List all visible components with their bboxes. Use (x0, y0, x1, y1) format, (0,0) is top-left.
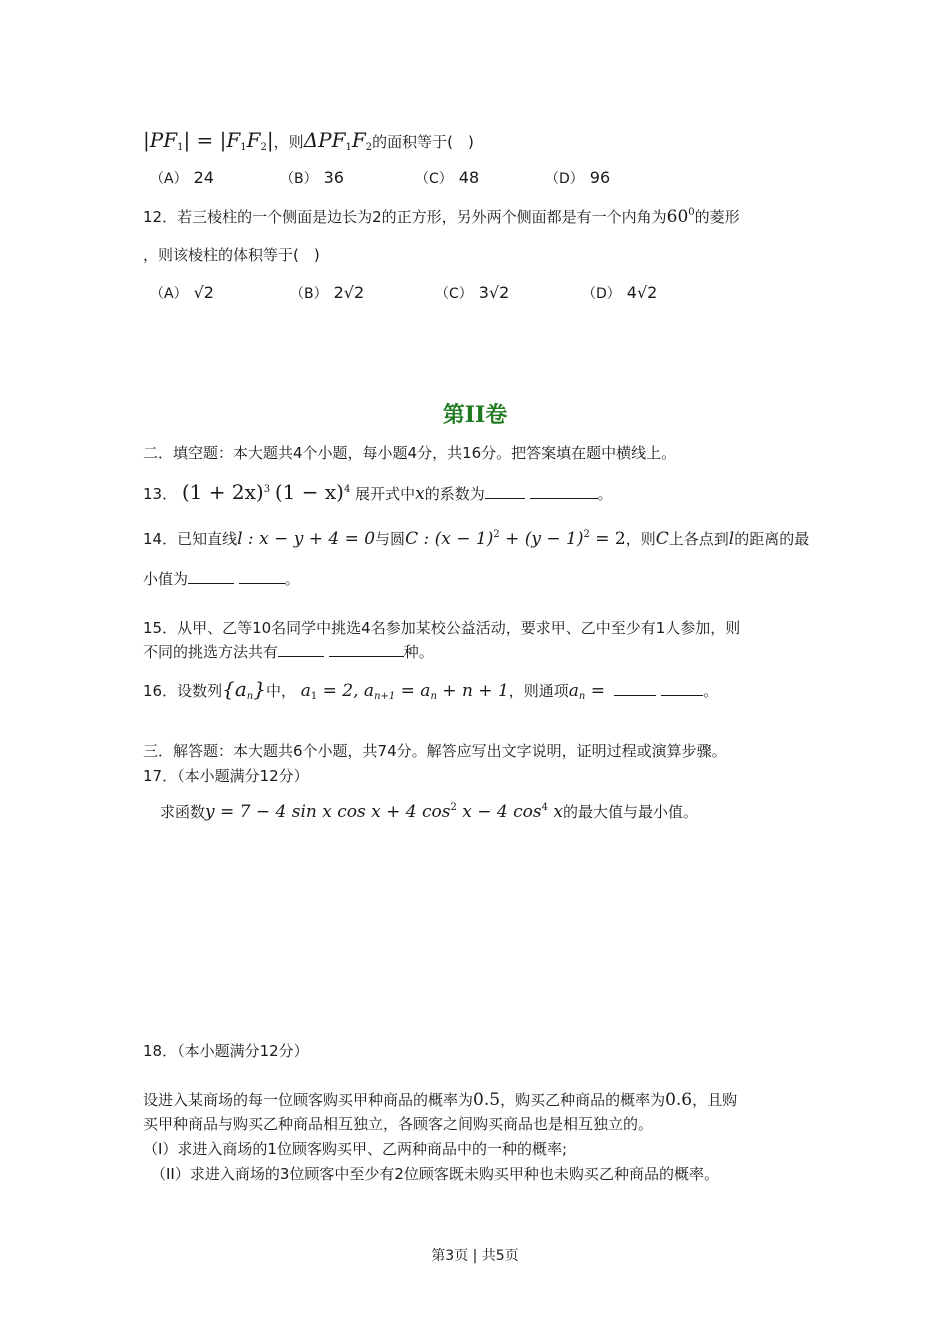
q11-option-b: （B） 36 (280, 168, 344, 187)
q14-answer-blank[interactable] (188, 569, 234, 584)
q12-line1: 12．若三棱柱的一个侧面是边长为2的正方形，另外两个侧面都是有一个内角为$60^0$的菱形 (143, 207, 740, 227)
section-2-title: 第II卷 (442, 402, 508, 428)
section-3-intro: 三．解答题：本大题共6个小题，共74分。解答应写出文字说明，证明过程或演算步骤。 (143, 742, 727, 760)
q14-line2: 小值为 。 (143, 570, 300, 588)
q16-answer-blank[interactable] (614, 681, 656, 696)
q13-answer-blank-2[interactable] (530, 484, 598, 499)
q17-problem: 求函数y = 7 − 4 sin x cos x + 4 $\cos^2 x - 4$ $\cos^4 x$的最大值与最小值。 (160, 802, 699, 822)
q11-option-a: （A） 24 (150, 168, 214, 187)
q18-part-1: （I）求进入商场的1位顾客购买甲、乙两种商品中的一种的概率; (143, 1140, 568, 1158)
q16: 16．设数列$\{a_n\}$中， $a_1 = 2$, $a_{n+1} = a_n + n + 1$，则通项$a_n$ = 。 (143, 677, 719, 702)
q13: 13． $(1 + 2x)^3$ $(1 - x)^4$ 展开式中x的系数为 。 (143, 480, 613, 504)
q18-part-2: （II）求进入商场的3位顾客中至少有2位顾客既未购买甲种也未购买乙种商品的概率。 (151, 1165, 719, 1183)
q15-line1: 15．从甲、乙等10名同学中挑选4名参加某校公益活动，要求甲、乙中至少有1人参加，则 (143, 619, 741, 637)
q12-option-b: （B） 2√2 (290, 283, 365, 302)
q18-line2: 买甲种商品与购买乙种商品相互独立，各顾客之间购买商品也是相互独立的。 (143, 1115, 654, 1133)
page-footer: 第3页 | 共5页 (431, 1248, 519, 1264)
q18-heading: 18．（本小题满分12分） (143, 1042, 309, 1060)
q12-line2: ，则该棱柱的体积等于( ) (143, 246, 320, 264)
q12-option-a: （A） √2 (150, 283, 214, 302)
q17-heading: 17．（本小题满分12分） (143, 767, 309, 785)
q12-option-d: （D） 4√2 (582, 283, 658, 302)
q16-answer-blank-2[interactable] (661, 681, 703, 696)
q14-answer-blank-2[interactable] (239, 569, 285, 584)
q15-answer-blank-2[interactable] (329, 642, 404, 657)
q11-option-d: （D） 96 (545, 168, 611, 187)
q12-option-c: （C） 3√2 (435, 283, 510, 302)
q15-answer-blank[interactable] (278, 642, 324, 657)
q13-answer-blank[interactable] (485, 484, 525, 499)
q11-option-c: （C） 48 (415, 168, 480, 187)
section-2-intro: 二．填空题：本大题共4个小题，每小题4分，共16分。把答案填在题中横线上。 (143, 444, 677, 462)
q11-condition: $|PF_1| = |F_1F_2|$，则$\Delta PF_1F_2$的面积等于( ) (143, 128, 474, 153)
q15-line2: 不同的挑选方法共有 种。 (143, 643, 434, 661)
q14-line1: 14．已知直线l : x − y + 4 = 0与圆C : $(x - 1)^2 + (y - 1)^2 = 2$，则C上各点到l的距离的最 (143, 529, 810, 549)
q18-line1: 设进入某商场的每一位顾客购买甲种商品的概率为0.5，购买乙种商品的概率为0.6，且购 (143, 1090, 738, 1110)
